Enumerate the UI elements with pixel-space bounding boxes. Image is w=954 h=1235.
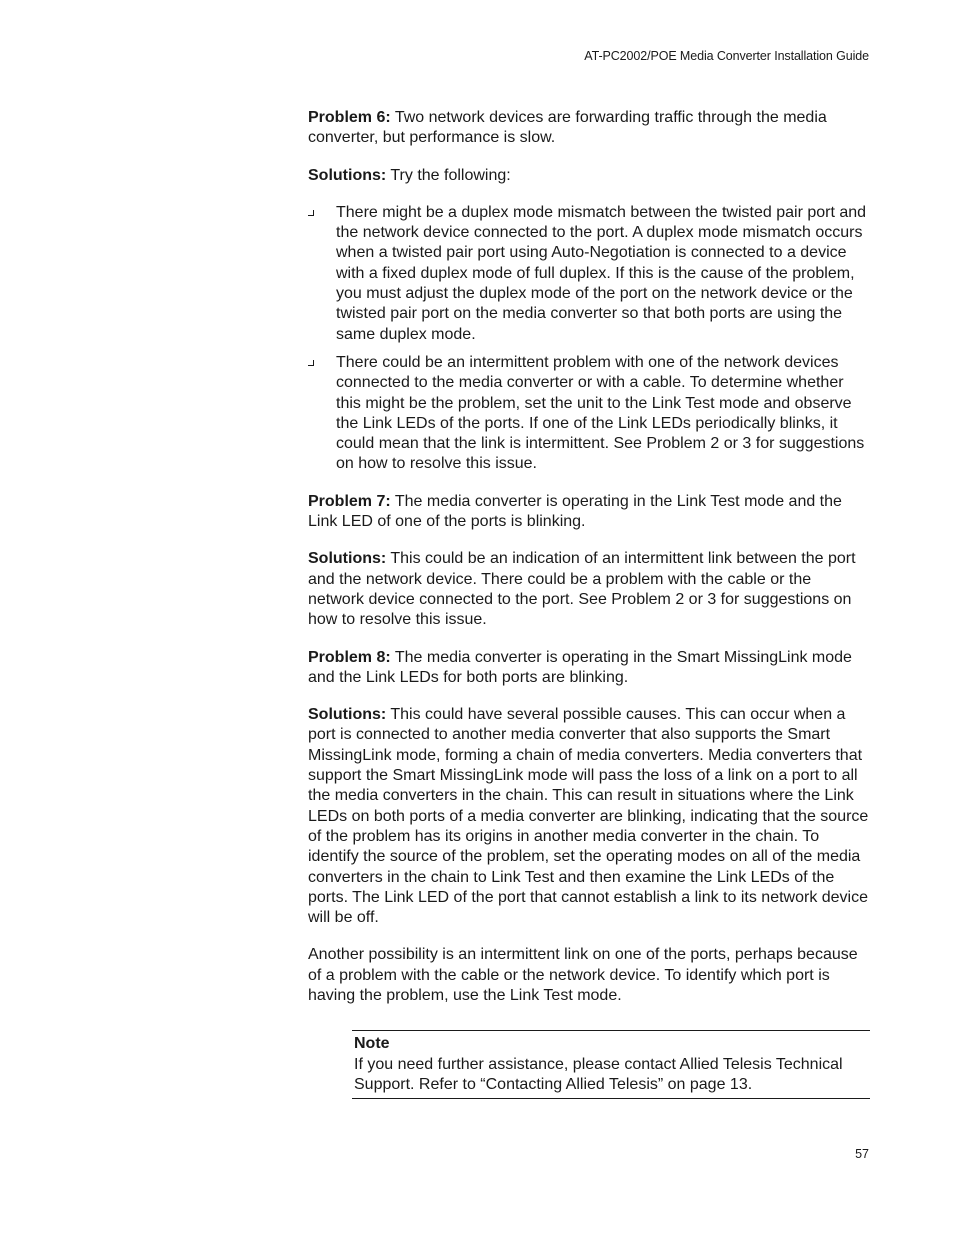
note-title: Note bbox=[354, 1035, 390, 1053]
solutions-text: Try the following: bbox=[386, 166, 511, 184]
solutions-label: Solutions: bbox=[308, 166, 387, 184]
solutions-8 bbox=[308, 705, 870, 928]
problem-label: Problem 7: bbox=[308, 492, 391, 510]
solutions-8-continued: Another possibility is an intermittent link on one of the ports, perhaps because of a problem with the cable or the network device. To identify which port is having the problem, use the Link Test mode. bbox=[308, 946, 858, 1004]
problem-text: The media converter is operating in the Smart MissingLink mode and the Link LEDs for both ports are blinking. bbox=[308, 648, 852, 686]
solutions-label: Solutions: bbox=[308, 550, 387, 568]
running-header: AT-PC2002/POE Media Converter Installation Guide bbox=[584, 49, 869, 63]
problem-8 bbox=[308, 648, 870, 689]
solutions-label: Solutions: bbox=[308, 706, 387, 724]
solutions-text: This could have several possible causes. This can occur when a port is connected to another media converter that also supports the Smart MissingLink mode, forming a chain of media converters. Media converters that support the Smart MissingLink mode will pass the loss of a link on a port to all the media converters in the chain. This can result in situations where the Link LEDs on both ports of a media converter are blinking, indicating that the source of the problem has its origins in another media converter in the chain. To identify the source of the problem, set the operating modes on all of the media converters in the chain to Link Test and then examine the Link LEDs of the ports. The Link LED of the port that cannot establish a link to its network device will be off. bbox=[308, 706, 869, 927]
problem-text: The media converter is operating in the Link Test mode and the Link LED of one of the ports is blinking. bbox=[308, 492, 842, 531]
list-item-text: There might be a duplex mode mismatch between the twisted pair port and the network device connected to the port. A duplex mode mismatch occurs when a twisted pair port using Auto-Negotiation is connected to a device with a fixed duplex mode of full duplex. If this is the cause of the problem, you must adjust the duplex mode of the port on the network device or the twisted pair port on the media converter so that both ports are using the same duplex mode. bbox=[336, 203, 867, 343]
problem-label: Problem 6: bbox=[308, 109, 391, 126]
note-text: If you need further assistance, please contact Allied Telesis Technical Support. Refer to “Contacting Allied Telesis” on page 13. bbox=[354, 1055, 843, 1093]
note-box bbox=[352, 1030, 870, 1099]
checkbox-bullet-icon bbox=[308, 210, 314, 216]
page-body bbox=[308, 108, 870, 1099]
problem-label: Problem 8: bbox=[308, 648, 391, 666]
solutions-7 bbox=[308, 549, 870, 630]
problem-text: Two network devices are forwarding traffic through the media converter, but performance is slow. bbox=[308, 109, 827, 147]
list-item-text: There could be an intermittent problem with one of the network devices connected to the media converter or with a cable. To determine whether this might be the problem, set the unit to the Link Test mode and observe the Link LEDs of the ports. If one of the Link LEDs periodically blinks, it could mean that the link is intermittent. See Problem 2 or 3 for suggestions on how to resolve this issue. bbox=[336, 353, 865, 473]
list-item bbox=[308, 203, 870, 345]
page-number: 57 bbox=[855, 1147, 869, 1161]
problem-6 bbox=[308, 108, 870, 149]
solutions-6-list bbox=[308, 203, 870, 475]
problem-7 bbox=[308, 492, 870, 533]
checkbox-bullet-icon bbox=[308, 360, 314, 366]
solutions-text: This could be an indication of an intermittent link between the port and the network device. There could be a problem with the cable or the network device connected to the port. See Problem 2 or 3 for suggestions on how to resolve this issue. bbox=[308, 550, 856, 629]
list-item bbox=[308, 353, 870, 475]
solutions-6 bbox=[308, 166, 870, 186]
